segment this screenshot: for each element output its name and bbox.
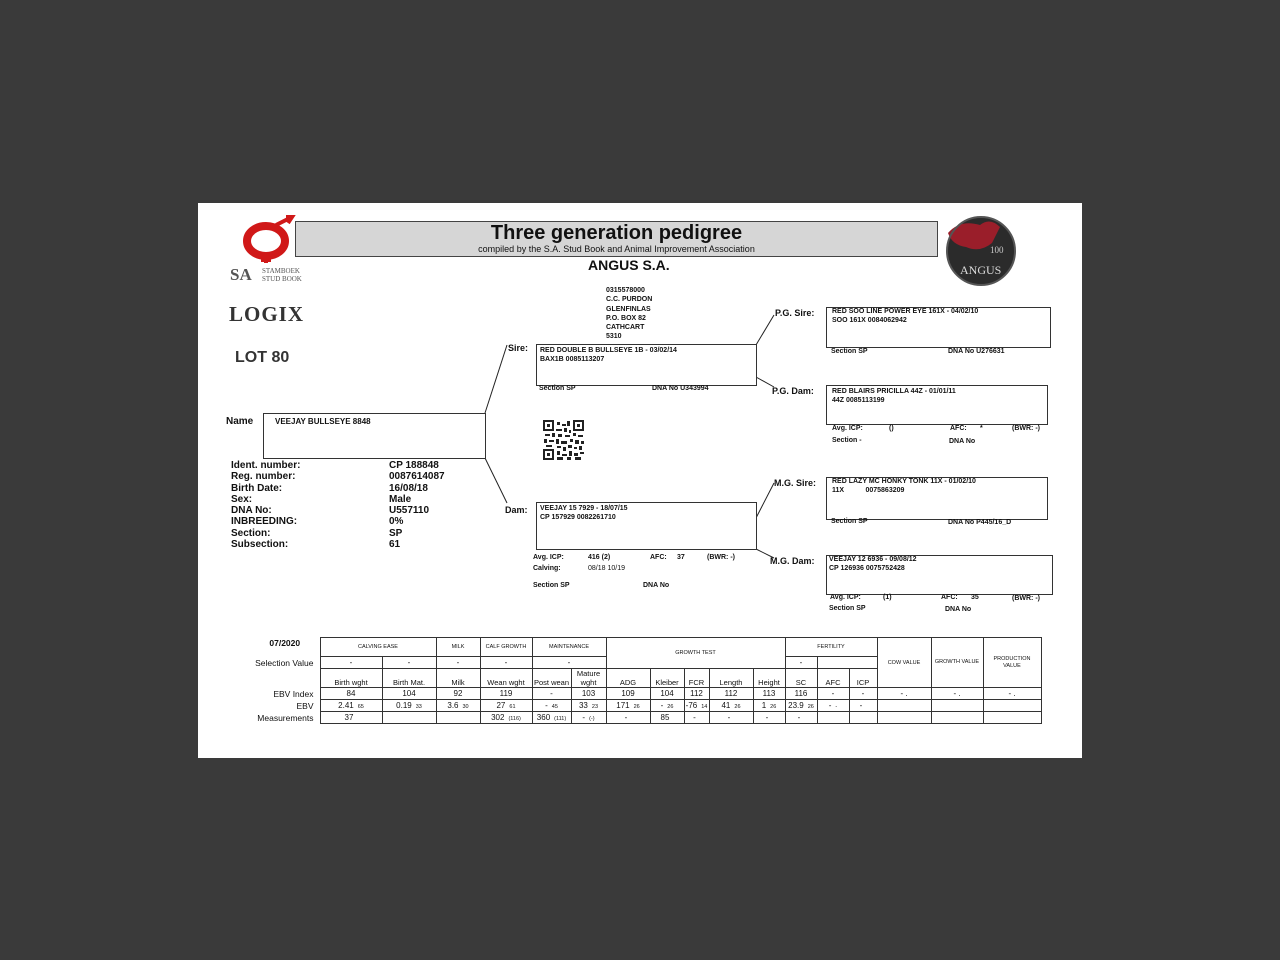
ebv-value: -76 — [685, 701, 698, 710]
ebv-accuracy: 26 — [734, 704, 741, 710]
ebv-value: 27 — [496, 701, 506, 710]
animal-name-box — [263, 413, 486, 459]
animal-info-row — [231, 505, 445, 516]
ebv-value: 23.9 — [788, 701, 804, 710]
animal-info-value: 0% — [389, 516, 404, 528]
ebv-table — [250, 637, 1042, 724]
ebv-value-row — [250, 700, 1041, 712]
mg-dam-icp-label: Avg. ICP: — [830, 594, 861, 601]
ebv-group-row — [250, 638, 1041, 657]
group-cow-value: COW VALUE — [877, 638, 931, 688]
ebv-cell — [320, 700, 382, 712]
group-calf-growth: CALF GROWTH — [480, 638, 532, 657]
pg-dam-section: Section - — [832, 437, 862, 444]
measurement-value: - — [693, 713, 696, 722]
pg-sire-name: RED SOO LINE POWER EYE 161X - 04/02/10 — [832, 308, 979, 315]
ebv-index-cell: 84 — [320, 688, 382, 700]
animal-info-value: 61 — [389, 539, 401, 551]
animal-info-row — [231, 528, 445, 539]
dam-label: Dam: — [505, 505, 528, 515]
ebv-index-cell: 112 — [684, 688, 709, 700]
ebv-label: EBV — [296, 700, 314, 711]
measurements-row — [250, 712, 1041, 724]
measurement-cell — [817, 712, 849, 724]
measurement-accuracy: (-) — [589, 716, 595, 722]
animal-name: VEEJAY BULLSEYE 8848 — [275, 417, 371, 426]
animal-info-row — [231, 471, 445, 482]
ebv-index-cell: 112 — [709, 688, 753, 700]
ebv-index-cell: 104 — [650, 688, 684, 700]
pg-dam-icp-label: Avg. ICP: — [832, 425, 863, 432]
pg-dam-box — [826, 385, 1048, 425]
pg-dam-ident: 44Z 0085113199 — [832, 397, 885, 404]
breeder-pobox: P.O. BOX 82 — [606, 314, 646, 322]
pedigree-document — [198, 203, 1082, 758]
dam-section: Section SP — [533, 582, 570, 589]
mg-dam-ident: CP 126936 0075752428 — [829, 565, 905, 572]
breed-title: ANGUS S.A. — [588, 257, 670, 273]
ebv-accuracy: 26 — [807, 704, 814, 710]
measurement-accuracy: (111) — [554, 716, 567, 722]
pg-dam-dna: DNA No — [949, 438, 976, 445]
value-measurement-cell — [931, 712, 983, 724]
header-spacer — [250, 669, 320, 688]
angus-logo-number: 100 — [990, 245, 1004, 255]
measurement-value: - — [727, 713, 731, 722]
sel-birth-mat: - — [382, 657, 436, 669]
breeder-name: C.C. PURDON — [606, 296, 653, 304]
ebv-cell — [436, 700, 480, 712]
sel-fert-blank — [817, 657, 877, 669]
dam-bwr: (BWR: -) — [707, 554, 735, 561]
ebv-date: 07/2020 — [269, 637, 301, 648]
value-measurement-cell — [877, 712, 931, 724]
dam-icp-value: 416 (2) — [588, 554, 611, 561]
animal-info-label: Section: — [231, 527, 271, 539]
sire-name: RED DOUBLE B BULLSEYE 1B - 03/02/14 — [540, 347, 677, 354]
ebv-value: - — [660, 701, 664, 710]
ebv-accuracy: 26 — [633, 704, 640, 710]
measurement-cell — [480, 712, 532, 724]
animal-info-row — [231, 483, 445, 494]
measurement-cell — [571, 712, 606, 724]
ebv-cell — [684, 700, 709, 712]
ebv-index-cell: - — [849, 688, 877, 700]
animal-info-label: Sex: — [231, 493, 253, 505]
sire-ident: BAX1B 0085113207 — [540, 356, 605, 363]
ebv-value: 41 — [721, 701, 731, 710]
sel-milk: - — [436, 657, 480, 669]
column-header: Kleiber — [650, 669, 684, 688]
sel-birth-wght: - — [320, 657, 382, 669]
measurement-cell — [785, 712, 817, 724]
sel-post-wean: - — [532, 657, 606, 669]
logo-studbook-text: STUD BOOK — [262, 275, 302, 283]
sel-wean: - — [480, 657, 532, 669]
sire-box — [536, 344, 757, 386]
group-fertility: FERTILITY — [785, 638, 877, 657]
animal-info-value: 0087614087 — [389, 471, 445, 483]
column-header: Birth Mat. — [382, 669, 436, 688]
dam-box — [536, 502, 757, 550]
measurement-cell — [436, 712, 480, 724]
column-header: SC — [785, 669, 817, 688]
ebv-index-label: EBV Index — [273, 688, 314, 699]
sel-sc: - — [785, 657, 817, 669]
group-growth-value: GROWTH VALUE — [931, 638, 983, 688]
mg-sire-section: Section SP — [831, 518, 868, 525]
dam-calving-label: Calving: — [533, 565, 561, 572]
sire-section: Section SP — [539, 385, 576, 392]
ebv-cell — [709, 700, 753, 712]
measurement-cell — [849, 712, 877, 724]
ebv-index-cell: 92 — [436, 688, 480, 700]
mg-dam-box — [826, 555, 1053, 595]
ebv-value: 3.6 — [447, 701, 459, 710]
measurements-label: Measurements — [257, 712, 314, 723]
column-header: FCR — [684, 669, 709, 688]
ebv-cell — [817, 700, 849, 712]
measurement-value: - — [582, 713, 586, 722]
animal-info-value: 16/08/18 — [389, 482, 428, 494]
value-index-cell: - . — [877, 688, 931, 700]
ebv-index-cell: 119 — [480, 688, 532, 700]
dam-dna: DNA No — [643, 582, 670, 589]
animal-info-value: U557110 — [389, 505, 430, 517]
pg-sire-dna: DNA No U276631 — [948, 348, 1005, 355]
ebv-index-cell: 103 — [571, 688, 606, 700]
pg-dam-afc-label: AFC: — [950, 425, 967, 432]
ebv-accuracy: 26 — [667, 704, 674, 710]
measurement-cell — [532, 712, 571, 724]
ebv-accuracy: 61 — [509, 704, 516, 710]
animal-info-table — [231, 460, 445, 550]
ebv-index-cell: 116 — [785, 688, 817, 700]
column-header: Birth wght — [320, 669, 382, 688]
pg-sire-section: Section SP — [831, 348, 868, 355]
pg-dam-label: P.G. Dam: — [772, 386, 814, 396]
name-label: Name — [226, 416, 254, 427]
ebv-value: - — [545, 701, 548, 710]
page-title: Three generation pedigree — [490, 222, 743, 244]
pg-sire-label: P.G. Sire: — [775, 308, 815, 318]
mg-dam-bwr: (BWR: -) — [1012, 595, 1040, 602]
value-ebv-cell — [983, 700, 1041, 712]
pg-dam-name: RED BLAIRS PRICILLA 44Z - 01/01/11 — [832, 388, 956, 395]
ebv-accuracy: 14 — [701, 704, 708, 710]
column-header: Length — [709, 669, 753, 688]
logo-sa-text: SA — [230, 265, 252, 284]
angus-logo-text: ANGUS — [960, 263, 1002, 277]
ebv-index-row — [250, 688, 1041, 700]
animal-info-value: SP — [389, 527, 403, 539]
value-ebv-cell — [931, 700, 983, 712]
pg-dam-icp-value: () — [889, 425, 894, 432]
mg-sire-name: RED LAZY MC HONKY TONK 11X - 01/02/10 — [832, 478, 976, 485]
ebv-index-cell: 113 — [753, 688, 785, 700]
ebv-value: 33 — [578, 701, 588, 710]
logix-logo: LOGIX — [229, 302, 305, 326]
measurement-value: 360 — [536, 713, 551, 722]
group-growth-test: GROWTH TEST — [606, 638, 785, 669]
ebv-index-cell: 109 — [606, 688, 650, 700]
logo-stamboek-text: STAMBOEK — [262, 267, 300, 275]
sire-dna: DNA No U343994 — [652, 385, 709, 392]
animal-info-row — [231, 460, 445, 471]
ebv-index-cell: - — [817, 688, 849, 700]
ebv-accuracy: 45 — [551, 704, 558, 710]
lot-number: LOT 80 — [235, 349, 290, 366]
breeder-town: CATHCART — [606, 324, 645, 332]
column-header: Post wean — [532, 669, 571, 688]
measurement-value: 302 — [491, 713, 505, 722]
ebv-cell — [571, 700, 606, 712]
ebv-accuracy: 26 — [770, 704, 777, 710]
ebv-value: 0.19 — [396, 701, 412, 710]
mg-dam-name: VEEJAY 12 6936 - 09/08/12 — [829, 556, 917, 563]
pg-dam-afc-value: * — [980, 425, 983, 432]
ebv-accuracy: 23 — [591, 704, 599, 710]
column-header: Height — [753, 669, 785, 688]
group-calving-ease: CALVING EASE — [320, 638, 436, 657]
animal-info-label: DNA No: — [231, 505, 272, 517]
mg-dam-dna: DNA No — [945, 606, 972, 613]
breeder-farm: GLENFINLAS — [606, 305, 651, 313]
ebv-accuracy: 30 — [462, 704, 469, 710]
ebv-value: - — [828, 701, 832, 710]
measurement-value: - — [624, 713, 628, 722]
animal-info-value: Male — [389, 493, 412, 505]
measurement-value: 85 — [660, 713, 670, 722]
animal-info-label: Reg. number: — [231, 471, 296, 483]
mg-dam-afc-label: AFC: — [941, 594, 958, 601]
ebv-value: - — [859, 701, 863, 710]
dam-afc-value: 37 — [677, 554, 685, 561]
animal-info-row — [231, 516, 445, 527]
measurement-cell — [753, 712, 785, 724]
measurement-cell — [382, 712, 436, 724]
column-header: ICP — [849, 669, 877, 688]
dam-afc-label: AFC: — [650, 554, 667, 561]
sire-label: Sire: — [508, 343, 529, 353]
group-production-value: PRODUCTION VALUE — [983, 638, 1041, 688]
measurement-value: - — [765, 713, 769, 722]
ebv-cell — [532, 700, 571, 712]
ebv-cell — [849, 700, 877, 712]
group-milk: MILK — [436, 638, 480, 657]
mg-sire-label: M.G. Sire: — [774, 478, 817, 488]
ebv-cell — [382, 700, 436, 712]
column-header: ADG — [606, 669, 650, 688]
animal-info-label: Subsection: — [231, 539, 289, 551]
ebv-accuracy: - — [835, 704, 838, 710]
dam-calving-value: 08/18 10/19 — [588, 565, 625, 572]
column-header: Wean wght — [480, 669, 532, 688]
ebv-index-cell: - — [532, 688, 571, 700]
measurement-cell — [320, 712, 382, 724]
mg-dam-label: M.G. Dam: — [770, 556, 815, 566]
breeder-postcode: 5310 — [606, 333, 622, 341]
measurement-cell — [650, 712, 684, 724]
ebv-accuracy: 33 — [415, 704, 422, 710]
mg-sire-box — [826, 477, 1048, 520]
measurement-cell — [606, 712, 650, 724]
mg-dam-afc-value: 35 — [971, 594, 979, 601]
pg-sire-ident: SOO 161X 0084062942 — [832, 317, 907, 324]
ebv-index-cell: 104 — [382, 688, 436, 700]
qr-code-icon — [543, 420, 584, 460]
mg-sire-ident: 11X 0075863209 — [832, 487, 905, 494]
measurement-value: 37 — [344, 713, 354, 722]
page-subtitle: compiled by the S.A. Stud Book and Animal Improvement Association — [478, 244, 755, 254]
animal-info-row — [231, 494, 445, 505]
value-index-cell: - . — [983, 688, 1041, 700]
value-measurement-cell — [983, 712, 1041, 724]
breeder-phone: 0315578000 — [606, 287, 645, 294]
measurement-accuracy: (116) — [508, 716, 521, 722]
column-header: Milk — [436, 669, 480, 688]
value-index-cell: - . — [931, 688, 983, 700]
column-header: Mature wght — [571, 669, 606, 688]
mg-sire-dna: DNA No P445/16_D — [948, 519, 1012, 526]
mg-dam-icp-value: (1) — [883, 594, 892, 601]
animal-info-row — [231, 539, 445, 550]
ebv-cell — [480, 700, 532, 712]
animal-info-label: INBREEDING: — [231, 516, 298, 528]
ebv-value: 171 — [616, 701, 630, 710]
pg-sire-box — [826, 307, 1051, 348]
pg-dam-bwr: (BWR: -) — [1012, 425, 1040, 432]
ebv-cell — [606, 700, 650, 712]
dam-ident: CP 157929 0082261710 — [540, 514, 616, 521]
mg-dam-section: Section SP — [829, 605, 866, 612]
measurement-cell — [709, 712, 753, 724]
animal-info-label: Ident. number: — [231, 460, 301, 471]
ebv-value: 2.41 — [338, 701, 354, 710]
ebv-accuracy: 65 — [357, 704, 364, 710]
ebv-cell — [650, 700, 684, 712]
group-maintenance: MAINTENANCE — [532, 638, 606, 657]
ebv-cell — [753, 700, 785, 712]
dam-icp-label: Avg. ICP: — [533, 554, 564, 561]
selection-value-label: Selection Value — [255, 657, 314, 668]
dam-name: VEEJAY 15 7929 - 18/07/15 — [540, 505, 628, 512]
measurement-value: - — [797, 713, 801, 722]
animal-info-value: CP 188848 — [389, 460, 439, 471]
ebv-cell — [785, 700, 817, 712]
ebv-value: 1 — [761, 701, 767, 710]
value-ebv-cell — [877, 700, 931, 712]
animal-info-label: Birth Date: — [231, 482, 283, 494]
column-header: AFC — [817, 669, 849, 688]
measurement-cell — [684, 712, 709, 724]
